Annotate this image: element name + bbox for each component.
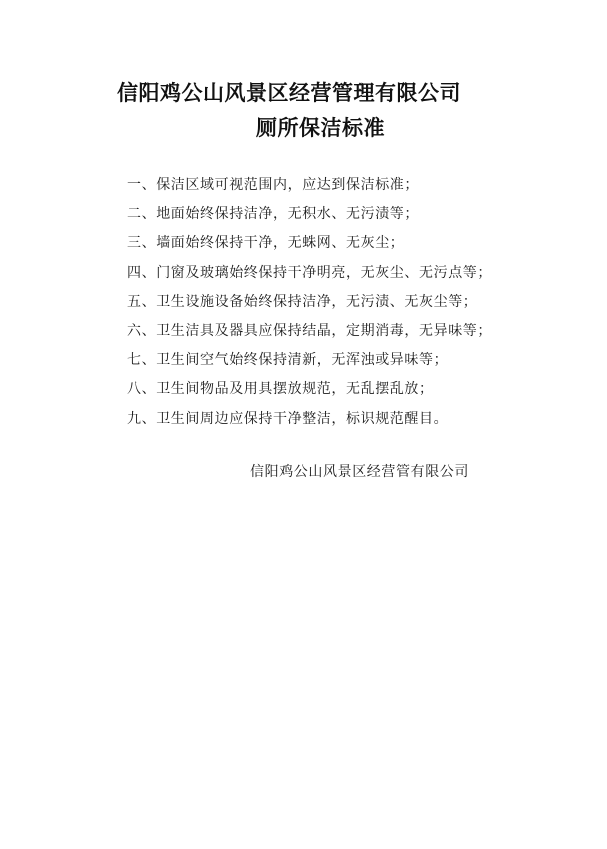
list-item: 六、卫生洁具及器具应保持结晶，定期消毒，无异味等；: [127, 322, 492, 339]
issuer-signature: 信阳鸡公山风景区经营管有限公司: [250, 464, 469, 480]
list-item: 九、卫生间周边应保持干净整洁，标识规范醒目。: [127, 410, 449, 427]
document-title: 信阳鸡公山风景区经营管理有限公司: [117, 81, 461, 105]
document-subtitle: 厕所保洁标准: [256, 116, 385, 140]
list-item: 三、墙面始终保持干净，无蛛网、无灰尘；: [127, 235, 405, 252]
list-item: 四、门窗及玻璃始终保持干净明亮，无灰尘、无污点等；: [127, 264, 492, 281]
list-item: 一、保洁区域可视范围内，应达到保洁标准；: [127, 177, 419, 193]
list-item: 五、卫生设施设备始终保持洁净，无污渍、无灰尘等；: [127, 293, 478, 310]
list-item: 八、卫生间物品及用具摆放规范，无乱摆乱放；: [127, 381, 434, 398]
standards-list: [127, 171, 492, 434]
list-item: 二、地面始终保持洁净，无积水、无污渍等；: [127, 206, 419, 223]
list-item: 七、卫生间空气始终保持清新，无浑浊或异味等；: [127, 352, 449, 369]
